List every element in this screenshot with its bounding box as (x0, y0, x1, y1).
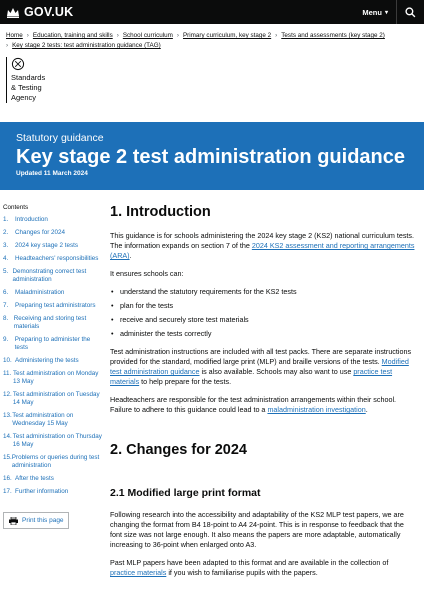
past-mlp-paragraph: Past MLP papers have been adapted to this format and are available in the collection of practice materials if you wish to familiarise pupils with the papers. (110, 558, 389, 577)
org-line-3: Agency (11, 93, 37, 102)
toc-item-number: 8. (3, 315, 9, 322)
toc-item-number: 1. (3, 216, 9, 223)
ara-link[interactable]: 2024 KS2 assessment and reporting arrangements (ARA) (110, 241, 415, 260)
toc-item[interactable] (3, 454, 103, 470)
toc-item-number: 5. (3, 268, 9, 275)
crest-icon (11, 57, 25, 71)
toc-item[interactable] (3, 302, 103, 310)
toc-item[interactable] (3, 268, 103, 284)
toc-item-number: 17. (3, 488, 12, 495)
toc-item[interactable] (3, 357, 103, 365)
toc-item[interactable] (3, 229, 103, 237)
toc-item[interactable] (3, 336, 103, 352)
chevron-right-icon: › (275, 32, 278, 39)
toc-item-number: 9. (3, 336, 9, 343)
toc-item-link[interactable]: Test administration on Thursday 16 May (12, 433, 102, 448)
toc-item-link[interactable]: Demonstrating correct test administration (12, 268, 87, 283)
mlp-paragraph: Following research into the accessibility and adaptability of the KS2 MLP test papers, we are changing the format from B4 18-point to A4 24-point. This is in response to feedback that the font size was not large enough. It also means the papers are more adaptable, automatically increasing to 36-point when enlarged onto A3. (110, 510, 404, 549)
toc-item-number: 7. (3, 302, 9, 309)
toc-item-link[interactable]: Further information (15, 488, 69, 495)
toc-item-number: 11. (3, 370, 12, 377)
govuk-logo-link[interactable] (6, 5, 73, 19)
main-content (110, 200, 415, 578)
toc-item[interactable] (3, 433, 103, 449)
toc-item-link[interactable]: Preparing test administrators (15, 302, 96, 309)
toc-item[interactable] (3, 216, 103, 224)
org-line-1: Standards (11, 73, 46, 82)
toc-item-number: 13. (3, 412, 12, 419)
toc-item-link[interactable]: Preparing to administer the tests (14, 336, 91, 351)
intro-paragraph: This guidance is for schools administering the 2024 key stage 2 (KS2) national curriculum tests. The information expands on section 7 of the 2024 KS2 assessment and reporting arrangements (ARA). (110, 231, 415, 260)
toc-item-link[interactable]: Test administration on Tuesday 14 May (12, 391, 100, 406)
breadcrumb-home[interactable]: Home (6, 32, 23, 39)
toc-item-link[interactable]: Test administration on Monday 13 May (13, 370, 99, 385)
title-banner (0, 122, 424, 190)
toc-item-link[interactable]: Receiving and storing test materials (13, 315, 87, 330)
chevron-down-icon: ▾ (384, 9, 388, 16)
list-item: • plan for the tests (110, 301, 415, 311)
toc-item-link[interactable]: Headteachers' responsibilities (15, 255, 99, 262)
document-type: Statutory guidance (16, 132, 104, 144)
subsection-heading-mlp: 2.1 Modified large print format (110, 487, 261, 499)
menu-label: Menu (362, 7, 382, 17)
section-heading-introduction: 1. Introduction (110, 204, 211, 220)
modified-guidance-link[interactable]: Modified test administration guidance (110, 357, 409, 376)
chevron-right-icon: › (6, 42, 9, 49)
contents-list (3, 204, 103, 501)
toc-item[interactable] (3, 255, 103, 263)
updated-date: Updated 11 March 2024 (16, 170, 88, 177)
list-item: • understand the statutory requirements for the KS2 tests (110, 287, 415, 297)
contents-heading: Contents (3, 204, 29, 211)
toc-item[interactable] (3, 315, 103, 331)
toc-item-number: 4. (3, 255, 9, 262)
toc-item-number: 15. (3, 454, 12, 461)
practice-materials-collection-link[interactable]: practice materials (110, 568, 167, 577)
search-icon (405, 7, 416, 18)
crown-icon (6, 6, 20, 18)
organisation-name (11, 73, 45, 103)
toc-item-link[interactable]: Maladministration (15, 289, 65, 296)
toc-item-number: 3. (3, 242, 9, 249)
breadcrumb-school-curriculum[interactable]: School curriculum (122, 32, 173, 39)
chevron-right-icon: › (26, 32, 29, 39)
search-button[interactable] (396, 0, 424, 24)
toc-item-number: 6. (3, 289, 9, 296)
instructions-paragraph: Test administration instructions are included with all test packs. There are separate instructions provided for the standard, modified large print (MLP) and braille versions of the tests. Modified test administration guidance is also available. Schools may also want to use practice test materials to help prepare for the tests. (110, 347, 412, 386)
menu-button[interactable] (362, 0, 388, 24)
toc-item-number: 16. (3, 475, 12, 482)
toc-item-number: 2. (3, 229, 9, 236)
breadcrumb-tag[interactable]: Key stage 2 tests: test administration guidance (TAG) (12, 42, 161, 49)
section-heading-changes: 2. Changes for 2024 (110, 442, 247, 458)
breadcrumb (0, 24, 424, 51)
toc-item[interactable] (3, 412, 103, 428)
list-item: • receive and securely store test materials (110, 315, 415, 325)
toc-item[interactable] (3, 370, 103, 386)
toc-item-link[interactable]: Administering the tests (15, 357, 79, 364)
toc-item-link[interactable]: After the tests (15, 475, 54, 482)
toc-item-link[interactable]: Introduction (15, 216, 48, 223)
chevron-right-icon: › (116, 32, 119, 39)
practice-materials-link[interactable]: practice test materials (110, 367, 393, 386)
org-line-2: & Testing (11, 83, 42, 92)
chevron-right-icon: › (176, 32, 179, 39)
toc-item[interactable] (3, 475, 103, 483)
toc-item-number: 12. (3, 391, 12, 398)
site-header (0, 0, 424, 24)
toc-item-number: 14. (3, 433, 12, 440)
toc-item[interactable] (3, 488, 103, 496)
toc-item[interactable] (3, 391, 103, 407)
purpose-list (110, 287, 415, 339)
breadcrumb-education[interactable]: Education, training and skills (32, 32, 113, 39)
maladministration-link[interactable]: maladministration investigation (267, 405, 366, 414)
toc-item[interactable] (3, 289, 103, 297)
printer-icon (9, 517, 18, 525)
govuk-logo-text: GOV.UK (24, 5, 74, 19)
print-button[interactable] (3, 512, 69, 529)
breadcrumb-tests[interactable]: Tests and assessments (key stage 2) (281, 32, 385, 39)
breadcrumb-primary-curriculum[interactable]: Primary curriculum, key stage 2 (182, 32, 272, 39)
ensures-paragraph: It ensures schools can: (110, 269, 184, 278)
toc-item-link[interactable]: Changes for 2024 (15, 229, 66, 236)
organisation-logo[interactable] (6, 57, 424, 103)
print-label: Print this page (22, 517, 64, 524)
toc-item-number: 10. (3, 357, 12, 364)
toc-item[interactable] (3, 242, 103, 250)
toc-item-link[interactable]: Test administration on Wednesday 15 May (12, 412, 74, 427)
toc-item-link[interactable]: Problems or queries during test administration (11, 454, 100, 469)
headteachers-paragraph: Headteachers are responsible for the test administration arrangements within their school. Failure to adhere to this guidance could lead to a maladministration investigation. (110, 395, 397, 414)
page-title: Key stage 2 test administration guidance (16, 146, 405, 168)
toc-item-link[interactable]: 2024 key stage 2 tests (15, 242, 79, 249)
list-item: • administer the tests correctly (110, 329, 415, 339)
